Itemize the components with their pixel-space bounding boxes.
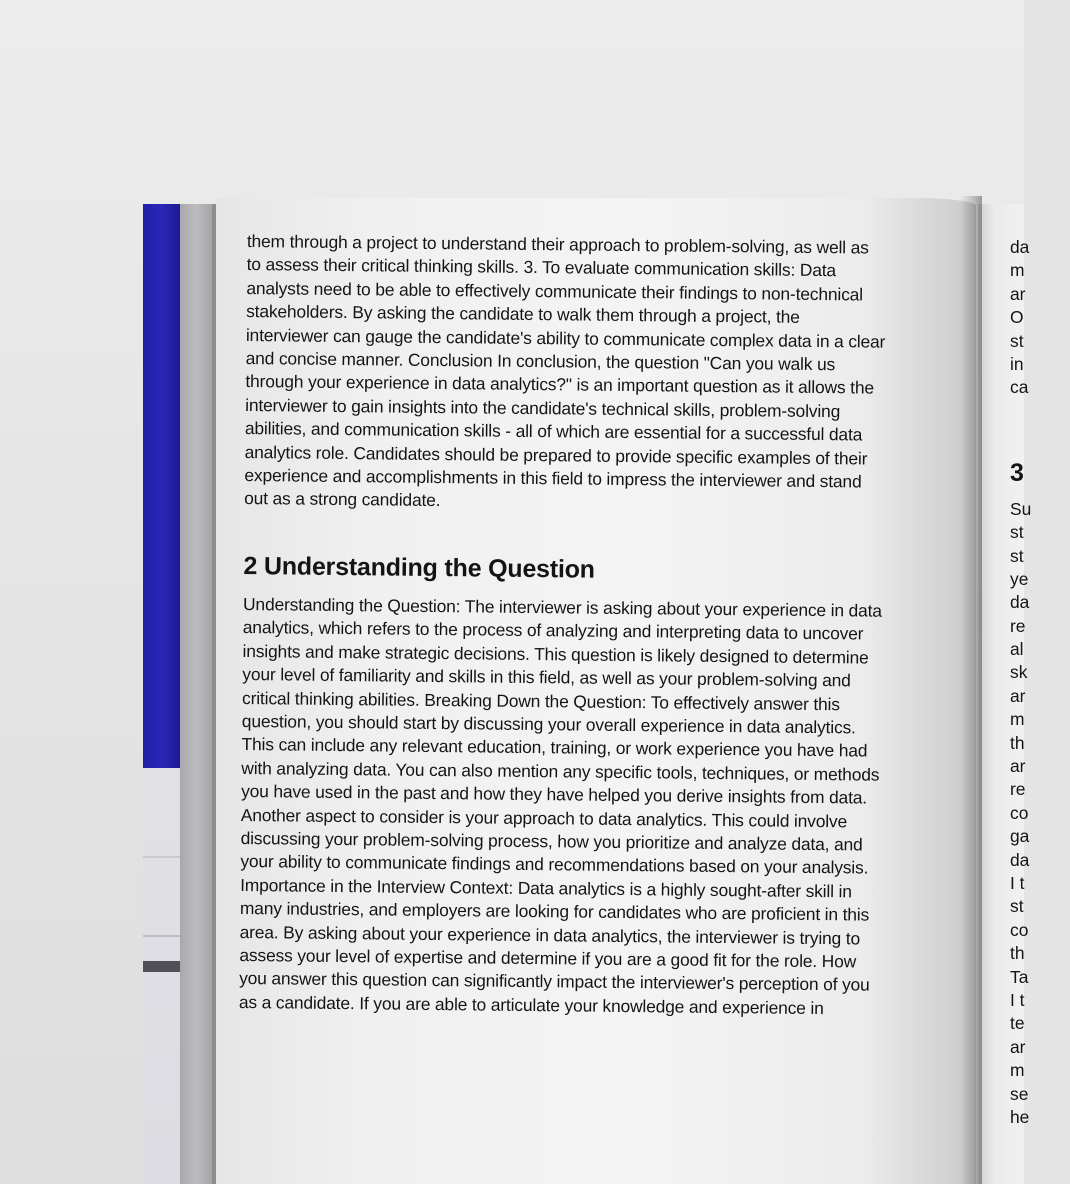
right-page-line: se: [1010, 1083, 1029, 1104]
right-page-line: m: [1010, 709, 1025, 730]
right-page-line: da: [1010, 237, 1030, 257]
right-page-line: ga: [1010, 826, 1030, 847]
page-paragraph: them through a project to understand their approach to problem-solving, as well as to assess their critical thinking skills. 3. To evaluate communication skills: Data analysts need to be able to effectively communicate their findings to non-technical stakeholders. By asking the candidate to walk them through a project, the interviewer can gauge the candidate's ability to communicate complex data in a clear and concise manner. Conclusion In conclusion, the question "Can you walk us through your experience in data analytics?" is an important question as it allows the interviewer to gain insights into the candidate's technical skills, problem-solving abilities, and communication skills - all of which are essential for a successful data analytics role. Candidates should be prepared to provide specific examples of their experience and accomplishments in this field to impress the interviewer and stand out as a strong candidate.: [244, 230, 886, 511]
right-page-line: te: [1010, 1013, 1025, 1034]
right-page-content: [1010, 236, 1070, 1129]
section-heading: 2 Understanding the Question: [243, 551, 595, 584]
left-page-content: [239, 230, 887, 1021]
right-page-line: re: [1010, 615, 1026, 636]
right-page-line: st: [1010, 330, 1024, 351]
right-page-line: re: [1010, 779, 1026, 800]
right-page-line: th: [1010, 732, 1025, 753]
page-paragraph: Understanding the Question: The interviewer is asking about your experience in data analytics, which refers to the process of analyzing and interpreting data to uncover insights and make strategic decisions. This question is likely designed to determine your level of familiarity and skills in this field, as well as your problem-solving and critical thinking abilities. Breaking Down the Question: To effectively answer this question, you should start by discussing your overall experience in data analytics. This can include any relevant education, training, or work experience you have had with analyzing data. You can also mention any specific tools, techniques, or methods you have used in the past and how they have helped you derive insights from data. Another aspect to consider is your approach to data analytics. This could involve discussing your problem-solving process, how you prioritize and analyze data, and your ability to communicate findings and recommendations based on your analysis. Importance in the Interview Context: Data analytics is a highly sought-after skill in many industries, and employers are looking for candidates who are proficient in this area. By asking about your experience in data analytics, the interviewer is trying to assess your level of expertise and determine if you are a good fit for the role. How you answer this question can significantly impact the interviewer's perception of you as a candidate. If you are able to articulate your knowledge and experience in: [238, 593, 882, 1018]
right-page-line: co: [1010, 802, 1029, 823]
right-page-line: m: [1010, 1060, 1025, 1081]
book-cover-blue-band: [143, 204, 180, 768]
page-stack-edge: [180, 204, 216, 1184]
right-page-line: ye: [1010, 568, 1029, 589]
right-page-line: al: [1010, 639, 1024, 660]
right-page-line: I t: [1010, 872, 1025, 893]
right-page-line: ar: [1010, 1036, 1026, 1057]
right-page-line: sk: [1010, 662, 1028, 683]
right-page-line: Ta: [1010, 966, 1029, 987]
right-page-line: ar: [1010, 685, 1026, 706]
right-page-line: Su: [1010, 498, 1032, 519]
cover-dark-band: [143, 961, 180, 972]
right-page-line: ar: [1010, 283, 1026, 304]
right-page-line: O: [1010, 307, 1024, 328]
right-page-line: he: [1010, 1106, 1030, 1127]
book-gutter-shadow: [960, 196, 982, 1184]
right-page-heading: 3: [1010, 458, 1024, 487]
right-page-line: I t: [1010, 989, 1025, 1010]
right-page-line: st: [1010, 545, 1024, 566]
right-page-line: m: [1010, 260, 1025, 281]
cover-divider: [143, 935, 180, 937]
right-page-line: st: [1010, 896, 1024, 917]
right-page-line: th: [1010, 943, 1025, 964]
right-page-line: da: [1010, 849, 1030, 870]
cover-divider: [143, 856, 180, 858]
right-page-line: in: [1010, 353, 1024, 374]
right-page-line: st: [1010, 522, 1024, 543]
right-page-line: ar: [1010, 756, 1026, 777]
right-page-line: ca: [1010, 377, 1029, 398]
right-page-line: da: [1010, 592, 1030, 613]
right-page-line: co: [1010, 919, 1029, 940]
